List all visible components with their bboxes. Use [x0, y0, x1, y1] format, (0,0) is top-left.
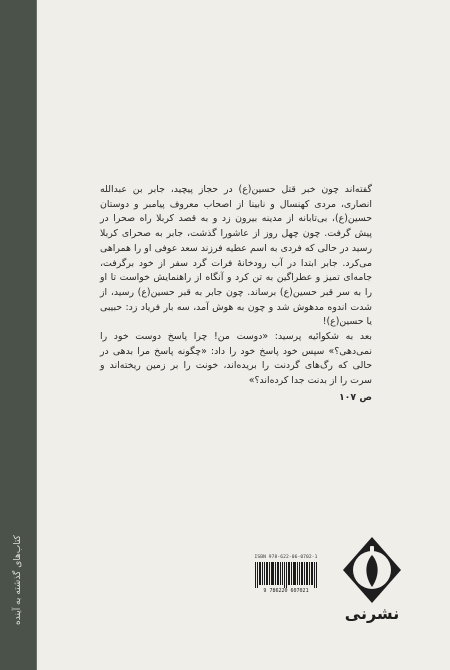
barcode-digits: 9 786220 607021: [263, 588, 309, 594]
publisher-logo-icon: [338, 534, 406, 606]
excerpt-page-citation: ص ۱۰۷: [338, 391, 372, 403]
book-excerpt: [100, 183, 372, 406]
publisher-name: نشرنی: [344, 604, 400, 623]
isbn-label: ISBN 978-622-06-0702-1: [254, 555, 318, 560]
spine-series-title: کتاب‌های گذشته به آینده: [13, 535, 23, 625]
isbn-barcode-block: [251, 555, 321, 595]
spine-band: [0, 0, 37, 670]
excerpt-paragraph-1: گفته‌اند چون خبر قتل حسین(ع) در حجاز پیچید، جابر بن عبدالله انصاری، مردی کهنسال و نابینا از اصحاب معروف پیامبر و دوستان حسین(ع)، بی‌تابانه از مدینه بیرون زد و به قصد کربلا راه صحرا در پیش گرفت. چون چهل روز از عاشورا گذشت، جابر به صحرای کربلا رسید در حالی که فردی به اسم عطیه فرزند سعد عوفی او را همراهی می‌کرد. جابر ابتدا در آب رودخانهٔ فرات گرد سفر از خود برگرفت، جامه‌ای تمیز و عطراگین به تن کرد و آنگاه از راهنمایش خواست تا او را به سر قبر حسین(ع) برساند. چون جابر به قبر حسین(ع) رسید، از شدت اندوه مدهوش شد و چون به هوش آمد، سه بار فریاد زد: حبیبی یا حسین(ع)!: [100, 184, 372, 328]
barcode-icon: [254, 562, 318, 588]
excerpt-paragraph-2: بعد به شکوائیه پرسید: «دوست من! چرا پاسخ دوست خود را نمی‌دهی؟» سپس خود پاسخ خود را داد: «چگونه پاسخ مرا بدهی در حالی که رگ‌های گردنت را بریده‌اند، خونت را بر زمین ریخته‌اند و سرت را از بدنت جدا کرده‌اند؟»: [100, 331, 372, 387]
